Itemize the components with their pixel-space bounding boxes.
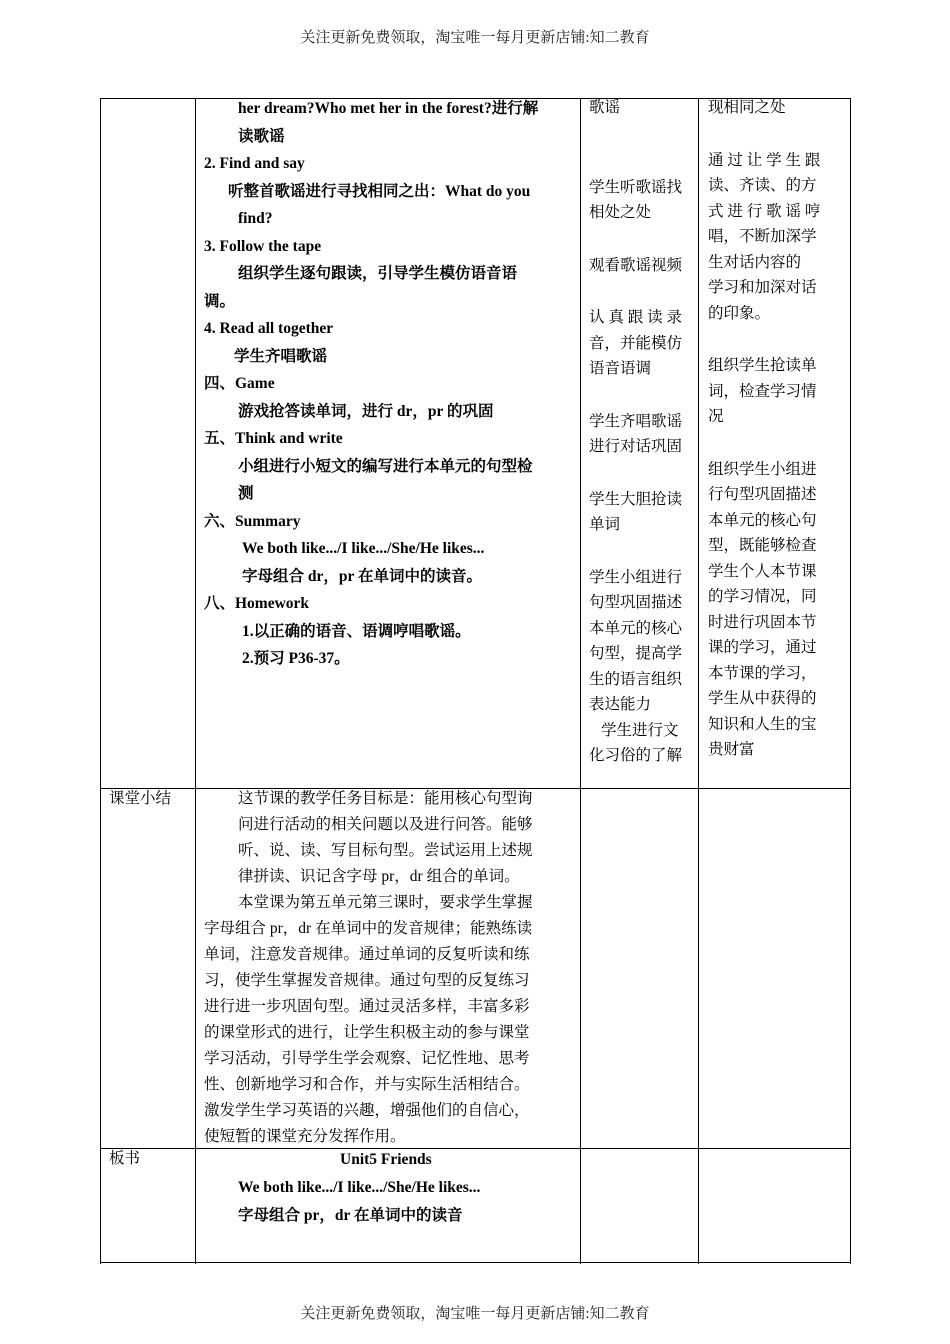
blackboard-label: 板书	[109, 1150, 141, 1167]
intent-line: 学生个人本节课	[708, 562, 817, 580]
intent-line: 的印象。	[708, 304, 771, 322]
intent-line: 学习和加深对话	[708, 279, 817, 296]
intent-line: 贵财富	[708, 741, 755, 758]
student-line: 表达能力	[589, 696, 652, 713]
process-line: her dream?Who met her in the forest?进行解	[238, 100, 539, 117]
intent-line: 组织学生小组进	[708, 460, 817, 478]
student-line: 学生进行文	[601, 721, 679, 739]
table-divider-1	[195, 98, 196, 1264]
intent-line: 现相同之处	[708, 99, 786, 116]
student-line: 单词	[589, 516, 621, 533]
teaching-process-cell	[204, 95, 576, 673]
intent-line: 组织学生抢读单	[708, 357, 817, 374]
summary-line: 问进行活动的相关问题以及进行问答。能够	[238, 816, 533, 833]
student-line: 相处之处	[589, 204, 652, 221]
table-border-left	[100, 98, 101, 1264]
lesson-plan-table	[100, 98, 851, 1264]
process-line: 4. Read all together	[204, 320, 334, 337]
process-line: 3. Follow the tape	[204, 237, 322, 255]
summary-line: 学习活动，引导学生学会观察、记忆性地、思考	[204, 1050, 530, 1067]
process-line: 测	[238, 485, 254, 502]
process-line: 八、Homework	[204, 595, 310, 612]
process-line: 六、Summary	[204, 512, 301, 530]
intent-line: 型，既能够检查	[708, 537, 817, 554]
intent-line: 知识和人生的宝	[708, 715, 817, 733]
student-line: 认 真 跟 读 录	[589, 309, 683, 326]
intent-line: 行句型巩固描述	[708, 486, 817, 503]
intent-line: 课的学习，通过	[708, 639, 817, 656]
process-line: 2. Find and say	[204, 155, 305, 172]
student-line: 本单元的核心	[589, 619, 683, 637]
blackboard-cell	[204, 1146, 576, 1230]
student-line: 学生小组进行	[589, 568, 683, 586]
blackboard-title: Unit5 Friends	[340, 1151, 432, 1168]
table-divider-3	[698, 98, 699, 1264]
intent-line: 学生从中获得的	[708, 690, 817, 707]
intent-line: 况	[708, 408, 724, 425]
summary-line: 习，使学生掌握发音规律。通过句型的反复练习	[204, 972, 530, 989]
student-activity-cell	[589, 95, 693, 769]
intent-line: 的学习情况，同	[708, 588, 817, 605]
page-header: 关注更新免费领取，淘宝唯一每月更新店铺:知二教育	[300, 30, 650, 46]
process-line: 四、Game	[204, 375, 275, 392]
blackboard-line: 字母组合 pr，dr 在单词中的读音	[238, 1207, 463, 1224]
process-line: 1.以正确的语音、语调哼唱歌谣。	[242, 622, 471, 640]
process-line: 读歌谣	[238, 127, 285, 145]
intent-line: 时进行巩固本节	[708, 613, 817, 631]
student-line: 学生大胆抢读	[589, 490, 683, 508]
summary-cell	[204, 786, 576, 1150]
student-line: 句型巩固描述	[589, 594, 683, 611]
blackboard-line: We both like.../I like.../She/He likes...	[238, 1179, 481, 1196]
summary-line: 这节课的教学任务目标是：能用核心句型询	[238, 790, 533, 807]
page-footer: 关注更新免费领取，淘宝唯一每月更新店铺:知二教育	[300, 1306, 650, 1322]
summary-line: 字母组合 pr，dr 在单词中的发音规律；能熟练读	[204, 920, 533, 937]
process-line: 小组进行小短文的编写进行本单元的句型检	[238, 457, 533, 475]
student-line: 化习俗的了解	[589, 747, 683, 764]
student-line: 句型，提高学	[589, 645, 683, 662]
process-line: 组织学生逐句跟读，引导学生模仿语音语	[238, 265, 518, 282]
summary-line: 使短暂的课堂充分发挥作用。	[204, 1128, 406, 1145]
process-line: 字母组合 dr，pr 在单词中的读音。	[242, 567, 482, 585]
student-line: 歌谣	[589, 99, 621, 116]
intent-line: 唱，不断加深学	[708, 228, 817, 245]
student-line: 学生听歌谣找	[589, 178, 683, 196]
summary-line: 进行进一步巩固句型。通过灵活多样，丰富多彩	[204, 998, 530, 1015]
process-line: 五、Think and write	[204, 430, 343, 447]
intent-line: 本节课的学习，	[708, 664, 817, 682]
summary-line: 律拼读、识记含字母 pr，dr 组合的单词。	[238, 868, 520, 885]
table-border-bottom	[100, 1262, 851, 1263]
student-line: 生的语言组织	[589, 670, 683, 688]
student-line: 语音语调	[589, 360, 652, 377]
summary-line: 本堂课为第五单元第三课时，要求学生掌握	[238, 894, 533, 911]
process-line: 游戏抢答读单词，进行 dr，pr 的巩固	[238, 402, 494, 420]
summary-line: 的课堂形式的进行，让学生积极主动的参与课堂	[204, 1024, 530, 1041]
student-line: 观看歌谣视频	[589, 256, 683, 274]
summary-label: 课堂小结	[109, 790, 172, 807]
intent-line: 生对话内容的	[708, 253, 802, 271]
intent-line: 通 过 让 学 生 跟	[708, 151, 821, 169]
process-line: 听整首歌谣进行寻找相同之出：What do you	[228, 182, 531, 200]
process-line: 2.预习 P36-37。	[242, 650, 350, 667]
summary-line: 听、说、读、写目标句型。尝试运用上述规	[238, 842, 533, 859]
student-line: 音，并能模仿	[589, 334, 683, 352]
intent-line: 本单元的核心句	[708, 511, 817, 529]
student-line: 进行对话巩固	[589, 438, 683, 455]
summary-line: 激发学生学习英语的兴趣，增强他们的自信心，	[204, 1102, 530, 1119]
summary-line: 单词，注意发音规律。通过单词的反复听读和练	[204, 946, 530, 963]
table-border-right	[850, 98, 851, 1264]
intent-line: 式 进 行 歌 谣 哼	[708, 202, 821, 220]
process-line: 学生齐唱歌谣	[234, 347, 328, 365]
design-intent-cell	[708, 95, 844, 763]
process-line: 调。	[204, 292, 236, 310]
intent-line: 词，检查学习情	[708, 382, 817, 400]
process-line: find?	[238, 210, 273, 227]
intent-line: 读、齐读、的方	[708, 177, 817, 194]
table-divider-2	[580, 98, 581, 1264]
summary-line: 性、创新地学习和合作，并与实际生活相结合。	[204, 1076, 530, 1093]
process-line: We both like.../I like.../She/He likes...	[242, 540, 485, 557]
student-line: 学生齐唱歌谣	[589, 412, 683, 430]
